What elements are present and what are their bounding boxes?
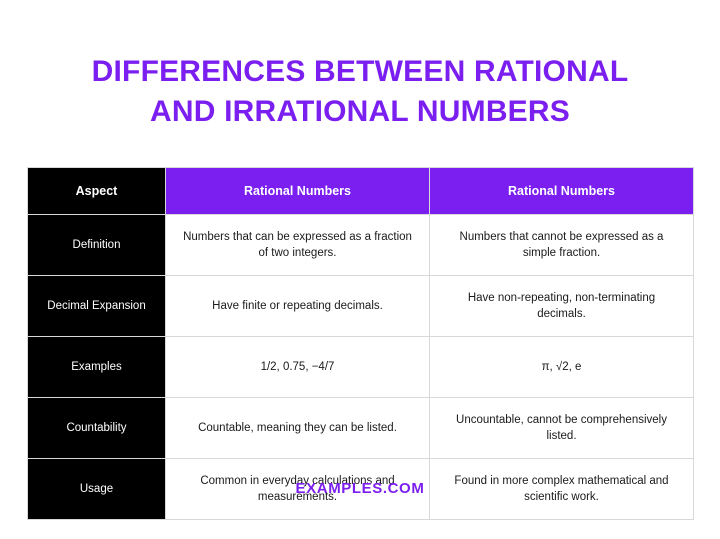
cell-decimal-expansion-rational: Have finite or repeating decimals.	[166, 276, 430, 337]
table-header	[28, 168, 694, 215]
table-row	[28, 337, 694, 398]
cell-examples-rational: 1/2, 0.75, −4/7	[166, 337, 430, 398]
cell-definition-irrational: Numbers that cannot be expressed as a simple fraction.	[430, 215, 694, 276]
page-title-line-1: DIFFERENCES BETWEEN RATIONAL	[91, 55, 629, 88]
comparison-table	[27, 167, 694, 520]
table-body	[28, 215, 694, 520]
table-header-row	[28, 168, 694, 215]
cell-examples-irrational: π, √2, e	[430, 337, 694, 398]
footer-brand: EXAMPLES.COM	[295, 480, 425, 497]
page-title	[40, 52, 680, 131]
table-row	[28, 276, 694, 337]
cell-usage-rational: Common in everyday calculations and measurements.	[166, 459, 430, 520]
row-label-definition: Definition	[28, 215, 166, 276]
page-title-line-2: AND IRRATIONAL NUMBERS	[150, 94, 570, 128]
row-label-examples: Examples	[28, 337, 166, 398]
column-header-irrational: Rational Numbers	[430, 168, 694, 215]
cell-countability-irrational: Uncountable, cannot be comprehensively listed.	[430, 398, 694, 459]
row-label-countability: Countability	[28, 398, 166, 459]
row-label-usage: Usage	[28, 459, 166, 520]
cell-countability-rational: Countable, meaning they can be listed.	[166, 398, 430, 459]
comparison-table-wrapper	[27, 167, 693, 520]
cell-decimal-expansion-irrational: Have non-repeating, non-terminating decimals.	[430, 276, 694, 337]
cell-usage-irrational: Found in more complex mathematical and scientific work.	[430, 459, 694, 520]
cell-definition-rational: Numbers that can be expressed as a fraction of two integers.	[166, 215, 430, 276]
column-header-aspect: Aspect	[28, 168, 166, 215]
row-label-decimal-expansion: Decimal Expansion	[28, 276, 166, 337]
column-header-rational: Rational Numbers	[166, 168, 430, 215]
table-row	[28, 215, 694, 276]
table-row	[28, 398, 694, 459]
